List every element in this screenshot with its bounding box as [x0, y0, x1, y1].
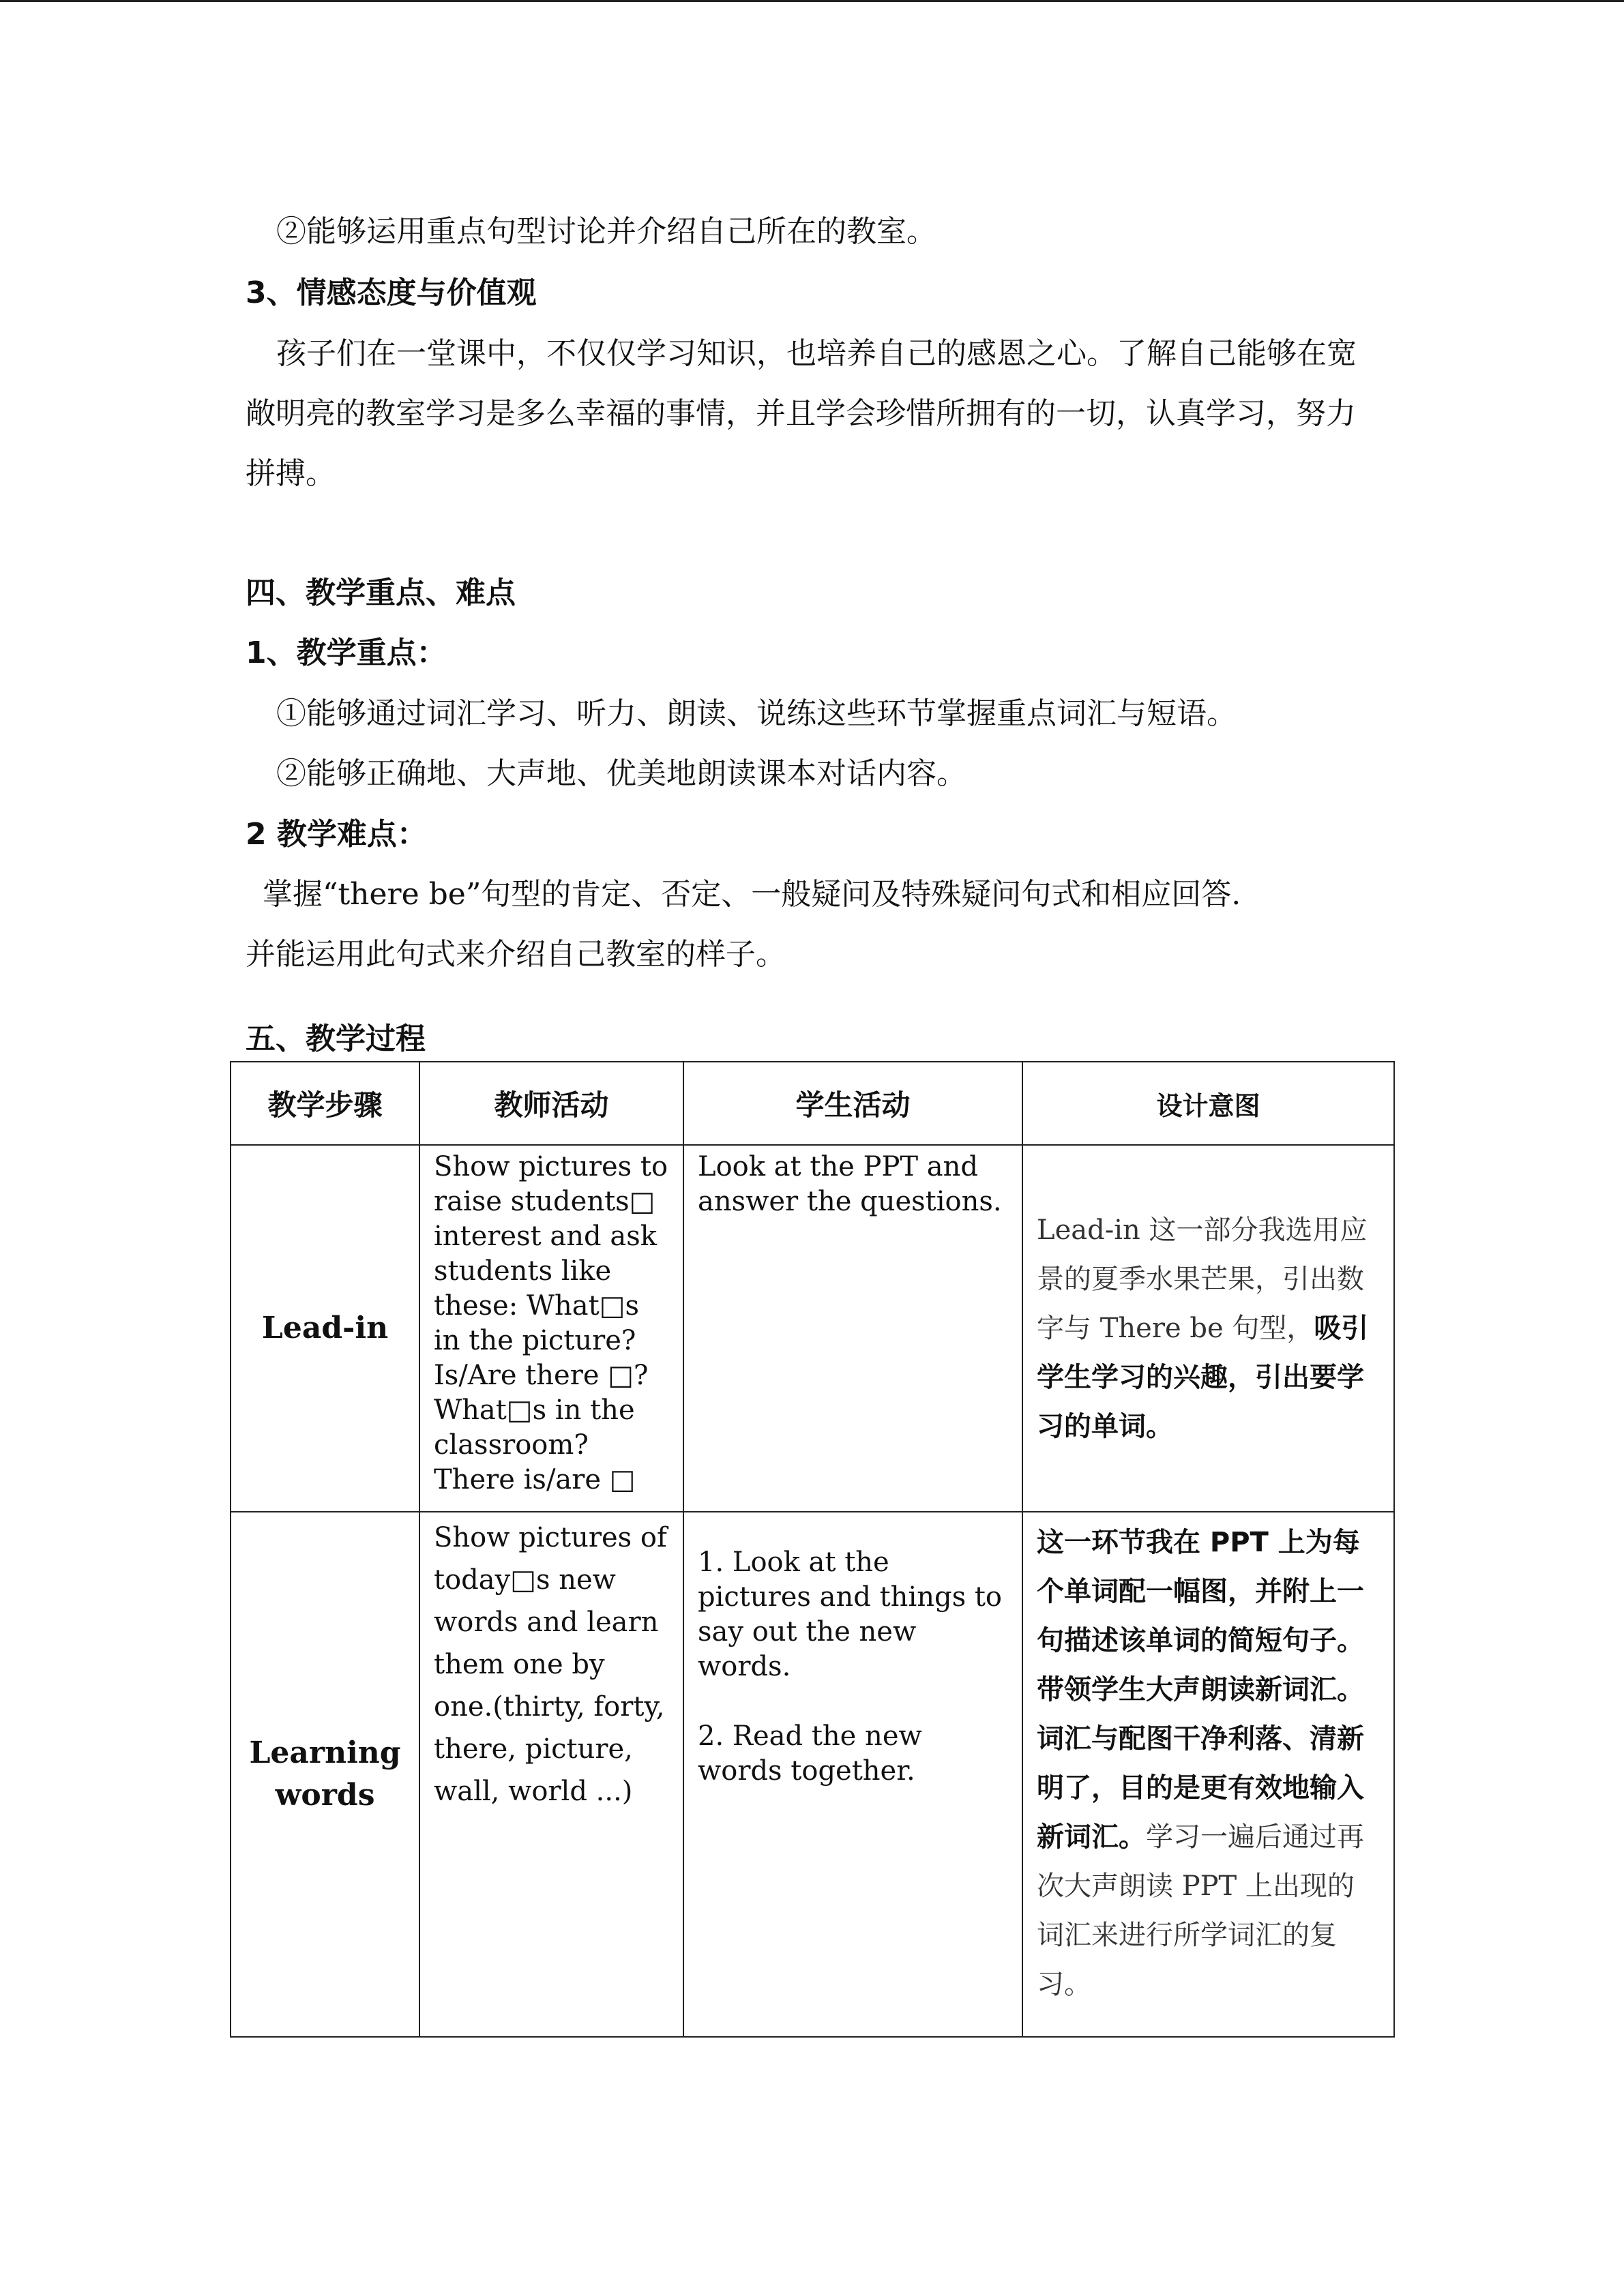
step-cell: Lead-in [231, 1145, 419, 1512]
student-activity-item-1: 1. Look at the pictures and things to say out the new words. [698, 1547, 1002, 1682]
design-intent-cell [1022, 1512, 1394, 2037]
process-heading: 五、教学过程 [246, 1022, 426, 1056]
student-activity-item-2: 2. Read the new words together. [698, 1720, 922, 1787]
emotion-paragraph: 孩子们在一堂课中，不仅仅学习知识，也培养自己的感恩之心。了解自己能够在宽敞明亮的教室学习是多么幸福的事情，并且学会珍惜所拥有的一切，认真学习，努力拼搏。 [246, 336, 1357, 491]
key-point-item-1: ①能够通过词汇学习、听力、朗读、说练这些环节掌握重点词汇与短语。 [276, 696, 1237, 731]
table-row [231, 1512, 1394, 2037]
design-intent-bold-text: 吸引学生学习的兴趣，引出要学习的单词。 [1037, 1313, 1369, 1442]
difficult-points-heading: 2 教学难点： [246, 817, 427, 852]
teaching-process-table [230, 1061, 1395, 2038]
design-intent-bold-text: 这一环节我在 PPT 上为每个单词配一幅图，并附上一句描述该单词的简短句子。带领学生大声朗读新词汇。词汇与配图干净利落、清新明了，目的是更有效地输入新词汇。 [1037, 1527, 1364, 1853]
header-teacher-activity: 教师活动 [419, 1062, 683, 1145]
ability-item-2: ②能够运用重点句型讨论并介绍自己所在的教室。 [276, 214, 936, 249]
step-line-2: words [275, 1778, 375, 1813]
teacher-activity-cell: Show pictures of today□s new words and learn them one by one.(thirty, forty, there, picture, wall, world ...) [419, 1512, 683, 2037]
design-intent-text: Lead-in 这一部分我选用应景的夏季水果芒果，引出数字与 There be 句型， [1037, 1214, 1368, 1344]
teacher-activity-cell: Show pictures to raise students□ interest and ask students like these: What□s in the picture? Is/Are there □? What□s in the classroom? There is/are □ [419, 1145, 683, 1512]
student-activity-cell [683, 1512, 1022, 2037]
key-points-heading: 1、教学重点： [246, 636, 447, 670]
header-student-activity: 学生活动 [683, 1062, 1022, 1145]
design-intent-text: 学习一遍后通过再次大声朗读 PPT 上出现的词汇来进行所学词汇的复习。 [1037, 1821, 1364, 2000]
student-activity-cell: Look at the PPT and answer the questions. [683, 1145, 1022, 1512]
table-row [231, 1145, 1394, 1512]
step-cell [231, 1512, 419, 2037]
header-design-intent: 设计意图 [1022, 1062, 1394, 1145]
key-point-item-2: ②能够正确地、大声地、优美地朗读课本对话内容。 [276, 756, 966, 791]
table-header-row [231, 1062, 1394, 1145]
step-line-1: Learning [249, 1735, 401, 1770]
focus-heading: 四、教学重点、难点 [246, 576, 516, 610]
difficult-point-line-1: 掌握“there be”句型的肯定、否定、一般疑问及特殊疑问句式和相应回答. [263, 877, 1241, 912]
design-intent-cell [1022, 1145, 1394, 1512]
header-step: 教学步骤 [231, 1062, 419, 1145]
difficult-point-line-2: 并能运用此句式来介绍自己教室的样子。 [246, 937, 786, 972]
emotion-heading: 3、情感态度与价值观 [246, 275, 537, 310]
